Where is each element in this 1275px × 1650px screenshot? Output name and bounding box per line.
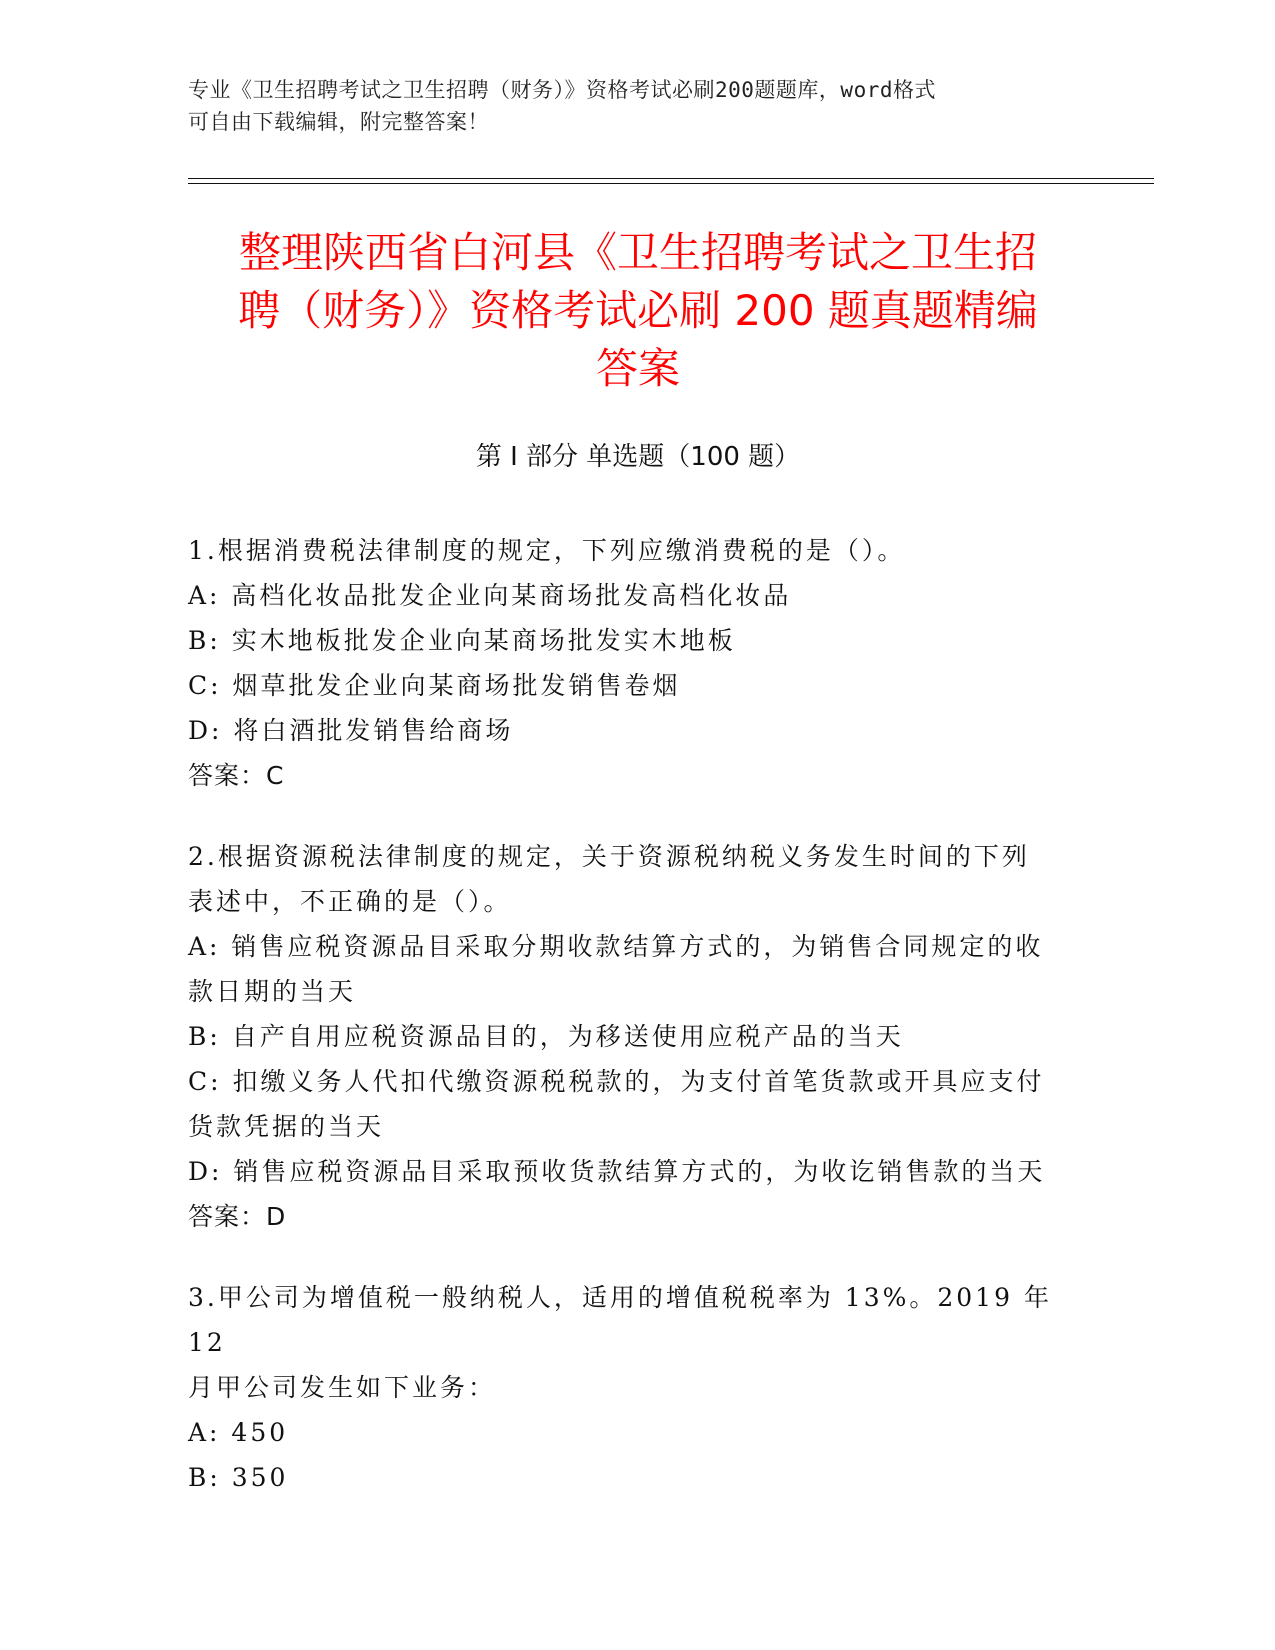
option-c: C: 扣缴义务人代扣代缴资源税税款的，为支付首笔货款或开具应支付: [188, 1067, 1045, 1096]
question-3: [188, 1275, 1088, 1500]
header-note-line: 专业《卫生招聘考试之卫生招聘（财务）》资格考试必刷200题题库，word格式: [188, 78, 936, 102]
option-b: B: 实木地板批发企业向某商场批发实木地板: [188, 626, 736, 655]
document-title-line: 整理陕西省白河县《卫生招聘考试之卫生招: [238, 228, 1037, 277]
option-a-continued: 款日期的当天: [188, 977, 357, 1006]
answer-line: 答案：C: [188, 761, 285, 790]
option-b: B: 自产自用应税资源品目的，为移送使用应税产品的当天: [188, 1022, 904, 1051]
header-divider-bottom: [188, 183, 1154, 184]
question-list: [188, 528, 1088, 1536]
document-title-line: 聘（财务）》资格考试必刷 200 题真题精编: [238, 286, 1038, 335]
document-title: [188, 224, 1088, 398]
question-stem: 1.根据消费税法律制度的规定，下列应缴消费税的是（）。: [188, 536, 906, 565]
header-note-line: 可自由下载编辑，附完整答案！: [188, 110, 489, 134]
option-d: D: 将白酒批发销售给商场: [188, 716, 514, 745]
option-a: A: 销售应税资源品目采取分期收款结算方式的，为销售合同规定的收: [188, 932, 1044, 961]
option-c-continued: 货款凭据的当天: [188, 1112, 385, 1141]
question-stem-continued: 月甲公司发生如下业务：: [188, 1373, 497, 1402]
option-a: A: 450: [188, 1418, 289, 1447]
question-stem: 3.甲公司为增值税一般纳税人，适用的增值税税率为 13%。2019 年 12: [188, 1283, 1052, 1357]
option-d: D: 销售应税资源品目采取预收货款结算方式的，为收讫销售款的当天: [188, 1157, 1046, 1186]
header-note: [188, 74, 1068, 138]
option-b: B: 350: [188, 1463, 289, 1492]
question-stem-continued: 表述中，不正确的是（）。: [188, 887, 512, 916]
option-a: A: 高档化妆品批发企业向某商场批发高档化妆品: [188, 581, 792, 610]
header-divider-top: [188, 178, 1154, 179]
answer-line: 答案：D: [188, 1202, 287, 1231]
question-stem: 2.根据资源税法律制度的规定，关于资源税纳税义务发生时间的下列: [188, 842, 1030, 871]
section-heading: 第 I 部分 单选题（100 题）: [475, 442, 801, 472]
question-2: [188, 834, 1088, 1239]
document-title-line: 答案: [595, 344, 680, 393]
option-c: C: 烟草批发企业向某商场批发销售卷烟: [188, 671, 681, 700]
question-1: [188, 528, 1088, 798]
